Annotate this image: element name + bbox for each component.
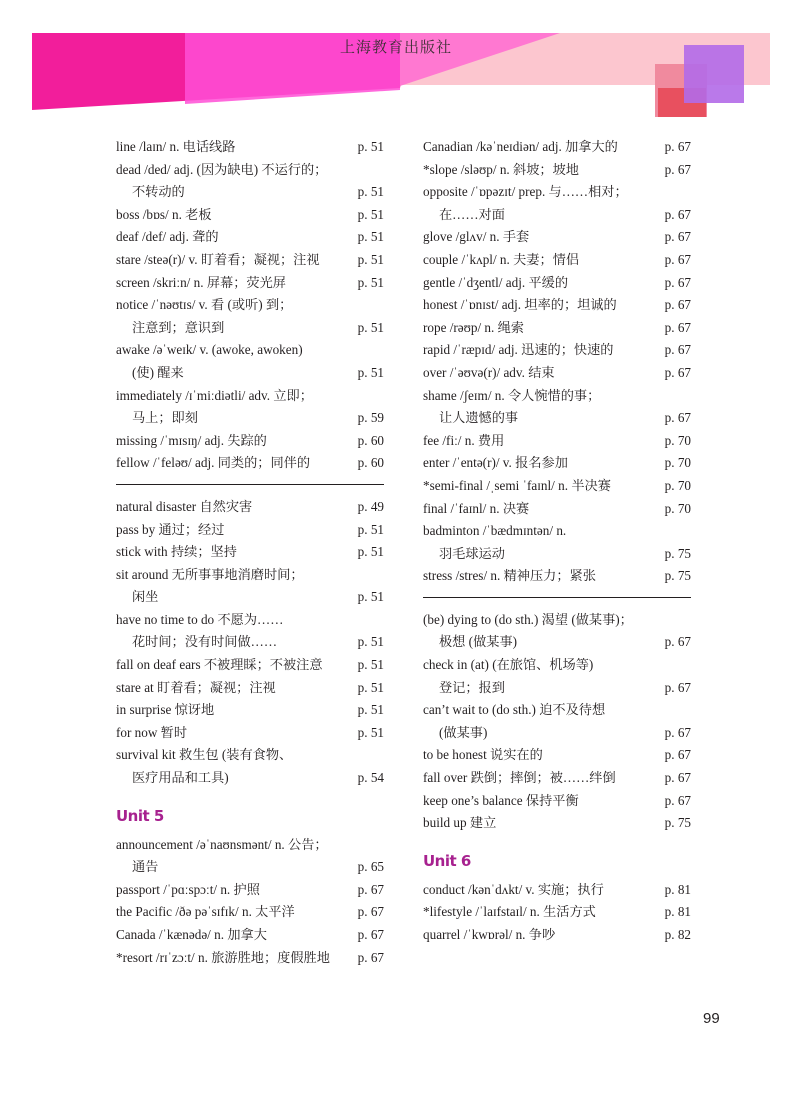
entry-page-ref: p. 67	[664, 161, 691, 177]
entry-text: awake /əˈweɪk/ v. (awoke, awoken)	[116, 342, 303, 358]
entry-page-ref: p. 51	[357, 229, 384, 245]
entry-page-ref: p. 51	[357, 702, 384, 718]
vocab-entry	[423, 385, 691, 408]
entry-text: rapid /ˈræpɪd/ adj. 迅速的；快速的	[423, 342, 614, 358]
vocab-entry	[116, 294, 384, 317]
vocab-list-left-words	[116, 136, 384, 475]
entry-page-ref: p. 67	[357, 927, 384, 942]
entry-page-ref: p. 51	[357, 206, 384, 222]
vocab-entry	[423, 699, 691, 722]
vocab-entry	[423, 407, 691, 430]
entry-page-ref: p. 67	[664, 724, 691, 740]
vocab-entry	[423, 901, 691, 924]
entry-page-ref: p. 67	[664, 770, 691, 786]
entry-page-ref: p. 70	[664, 455, 691, 471]
section-divider	[116, 484, 384, 485]
entry-text: gentle /ˈdʒentl/ adj. 平缓的	[423, 274, 569, 290]
vocab-entry	[423, 744, 691, 767]
vocab-entry	[423, 498, 691, 521]
vocab-entry	[116, 385, 384, 408]
vocab-entry	[423, 272, 691, 295]
vocab-entry	[423, 812, 691, 835]
vocab-entry	[423, 294, 691, 317]
entry-text: 花时间；没有时间做……	[132, 634, 278, 650]
entry-text: enter /ˈentə(r)/ v. 报名参加	[423, 455, 568, 471]
entry-text: notice /ˈnəʊtɪs/ v. 看 (或听) 到；	[116, 297, 293, 313]
entry-page-ref: p. 51	[357, 544, 384, 560]
entry-text: passport /ˈpɑːspɔːt/ n. 护照	[116, 881, 260, 897]
entry-text: 登记；报到	[439, 679, 505, 695]
entry-page-ref: p. 59	[357, 410, 384, 426]
vocab-entry	[423, 565, 691, 588]
vocab-entry	[423, 722, 691, 745]
entry-text: over /ˈəʊvə(r)/ adv. 结束	[423, 364, 555, 380]
entry-text: opposite /ˈɒpəzɪt/ prep. 与……相对；	[423, 184, 628, 200]
entry-page-ref: p. 65	[357, 859, 384, 875]
entry-text: 闲坐	[132, 589, 159, 605]
entry-text: stress /stres/ n. 精神压力；紧张	[423, 568, 596, 584]
vocab-list-unit-5	[116, 834, 384, 970]
entry-text: fellow /ˈfeləʊ/ adj. 同类的；同伴的	[116, 455, 311, 471]
vocab-entry	[116, 654, 384, 677]
entry-text: sit around 无所事事地消磨时间；	[116, 566, 304, 582]
entry-page-ref: p. 67	[664, 747, 691, 763]
entry-page-ref: p. 67	[357, 881, 384, 897]
entry-page-ref: p. 67	[664, 251, 691, 267]
entry-page-ref: p. 67	[664, 229, 691, 245]
entry-page-ref: p. 67	[664, 792, 691, 808]
publisher-name: 上海教育出版社	[340, 38, 453, 56]
vocab-entry	[116, 159, 384, 182]
entry-page-ref: p. 67	[664, 274, 691, 290]
phrase-list-right	[423, 609, 691, 835]
vocab-entry	[423, 609, 691, 632]
entry-page-ref: p. 51	[357, 184, 384, 200]
entry-text: *lifestyle /ˈlaɪfstaɪl/ n. 生活方式	[423, 904, 596, 920]
vocab-entry	[116, 767, 384, 790]
vocab-entry	[116, 452, 384, 475]
entry-page-ref: p. 67	[664, 634, 691, 650]
entry-text: *semi-final /ˌsemi ˈfaɪnl/ n. 半决赛	[423, 477, 611, 493]
entry-text: fee /fiː/ n. 费用	[423, 432, 505, 448]
vocab-entry	[116, 496, 384, 519]
vocab-list-right-words	[423, 136, 691, 588]
vocab-entry	[116, 744, 384, 767]
entry-text: stare /steə(r)/ v. 盯着看；凝视；注视	[116, 251, 320, 267]
vocab-entry	[116, 586, 384, 609]
entry-text: dead /ded/ adj. (因为缺电) 不运行的；	[116, 161, 328, 177]
vocab-entry	[116, 339, 384, 362]
entry-page-ref: p. 51	[357, 634, 384, 650]
entry-text: 医疗用品和工具)	[132, 770, 229, 786]
entry-text: *slope /sləʊp/ n. 斜坡；坡地	[423, 161, 579, 177]
vocab-entry	[423, 226, 691, 249]
section-divider	[423, 597, 691, 598]
vocab-entry	[423, 767, 691, 790]
vocab-entry	[116, 541, 384, 564]
vocab-entry	[423, 924, 691, 947]
entry-text: 注意到；意识到	[132, 319, 225, 335]
entry-text: natural disaster 自然灾害	[116, 498, 253, 514]
entry-page-ref: p. 81	[664, 904, 691, 920]
vocab-entry	[423, 362, 691, 385]
vocab-entry	[116, 564, 384, 587]
vocab-entry	[423, 339, 691, 362]
entry-text: stick with 持续；坚持	[116, 544, 237, 560]
vocab-entry	[116, 226, 384, 249]
entry-page-ref: p. 51	[357, 589, 384, 605]
entry-text: pass by 通过；经过	[116, 521, 225, 537]
entry-page-ref: p. 51	[357, 251, 384, 267]
vocab-entry	[423, 452, 691, 475]
entry-page-ref: p. 51	[357, 139, 384, 154]
entry-text: 不转动的	[132, 184, 185, 200]
entry-text: honest /ˈɒnɪst/ adj. 坦率的；坦诚的	[423, 297, 617, 313]
entry-text: final /ˈfaɪnl/ n. 决赛	[423, 500, 530, 516]
entry-page-ref: p. 67	[357, 949, 384, 965]
entry-text: build up 建立	[423, 815, 497, 831]
vocab-entry	[423, 204, 691, 227]
entry-text: shame /ʃeɪm/ n. 令人惋惜的事；	[423, 387, 601, 403]
entry-text: can’t wait to (do sth.) 迫不及待想	[423, 702, 606, 718]
entry-text: conduct /kənˈdʌkt/ v. 实施；执行	[423, 881, 604, 897]
entry-text: *resort /rɪˈzɔːt/ n. 旅游胜地；度假胜地	[116, 949, 330, 965]
entry-text: immediately /ɪˈmiːdiətli/ adv. 立即；	[116, 387, 313, 403]
entry-text: announcement /əˈnaʊnsmənt/ n. 公告；	[116, 836, 328, 852]
vocab-entry	[116, 430, 384, 453]
vocab-entry	[116, 317, 384, 340]
vocab-entry	[116, 631, 384, 654]
vocab-entry	[116, 272, 384, 295]
entry-page-ref: p. 75	[664, 568, 691, 584]
entry-page-ref: p. 67	[357, 904, 384, 920]
entry-text: to be honest 说实在的	[423, 747, 543, 763]
vocab-entry	[423, 430, 691, 453]
unit-5-heading: Unit 5	[116, 806, 164, 825]
left-column	[116, 136, 384, 969]
vocab-entry	[116, 924, 384, 947]
entry-page-ref: p. 54	[357, 770, 384, 786]
entry-page-ref: p. 70	[664, 500, 691, 516]
entry-text: survival kit 救生包 (装有食物、	[116, 747, 293, 763]
entry-page-ref: p. 67	[664, 206, 691, 222]
entry-text: the Pacific /ðə pəˈsɪfɪk/ n. 太平洋	[116, 904, 295, 920]
vocab-entry	[116, 699, 384, 722]
entry-text: (be) dying to (do sth.) 渴望 (做某事)；	[423, 611, 633, 627]
vocab-entry	[116, 722, 384, 745]
entry-page-ref: p. 49	[357, 498, 384, 514]
vocab-entry	[116, 609, 384, 632]
entry-text: check in (at) (在旅馆、机场等)	[423, 657, 594, 673]
vocab-entry	[116, 204, 384, 227]
vocab-entry	[116, 407, 384, 430]
entry-text: deaf /def/ adj. 聋的	[116, 229, 219, 245]
vocab-entry	[423, 317, 691, 340]
vocab-entry	[116, 249, 384, 272]
entry-text: (做某事)	[439, 724, 488, 740]
vocab-entry	[423, 654, 691, 677]
vocab-entry	[423, 136, 691, 159]
entry-page-ref: p. 70	[664, 432, 691, 448]
vocab-entry	[423, 159, 691, 182]
vocab-entry	[116, 879, 384, 902]
entry-text: fall over 跌倒；摔倒；被……绊倒	[423, 770, 616, 786]
entry-page-ref: p. 81	[664, 881, 691, 897]
entry-text: missing /ˈmɪsɪŋ/ adj. 失踪的	[116, 432, 267, 448]
entry-page-ref: p. 75	[664, 815, 691, 831]
entry-text: fall on deaf ears 不被理睬；不被注意	[116, 657, 323, 673]
entry-text: 让人遗憾的事	[439, 410, 519, 426]
entry-text: 羽毛球运动	[439, 545, 505, 561]
entry-page-ref: p. 51	[357, 679, 384, 695]
entry-text: stare at 盯着看；凝视；注视	[116, 679, 276, 695]
vocab-entry	[423, 181, 691, 204]
vocab-entry	[116, 362, 384, 385]
entry-text: Canadian /kəˈneɪdiən/ adj. 加拿大的	[423, 139, 618, 154]
entry-text: 在……对面	[439, 206, 505, 222]
entry-page-ref: p. 51	[357, 364, 384, 380]
entry-text: line /laɪn/ n. 电话线路	[116, 139, 236, 154]
entry-text: 马上；即刻	[132, 410, 198, 426]
banner-purple-square	[684, 45, 744, 103]
entry-page-ref: p. 51	[357, 657, 384, 673]
entry-text: have no time to do 不愿为……	[116, 611, 284, 627]
vocab-entry	[423, 631, 691, 654]
entry-text: quarrel /ˈkwɒrəl/ n. 争吵	[423, 927, 556, 942]
entry-page-ref: p. 60	[357, 432, 384, 448]
vocab-entry	[116, 181, 384, 204]
page-number: 99	[703, 1010, 720, 1027]
entry-page-ref: p. 67	[664, 139, 691, 154]
entry-page-ref: p. 67	[664, 410, 691, 426]
vocab-entry	[423, 475, 691, 498]
entry-text: Canada /ˈkænədə/ n. 加拿大	[116, 927, 267, 942]
entry-page-ref: p. 82	[664, 927, 691, 942]
entry-page-ref: p. 51	[357, 319, 384, 335]
entry-text: couple /ˈkʌpl/ n. 夫妻；情侣	[423, 251, 580, 267]
vocab-list-unit-6	[423, 879, 691, 947]
header-banner	[0, 0, 800, 130]
right-column	[423, 136, 691, 947]
entry-text: (使) 醒来	[132, 364, 184, 380]
entry-page-ref: p. 67	[664, 342, 691, 358]
phrase-list-left	[116, 496, 384, 790]
vocab-entry	[423, 543, 691, 566]
entry-page-ref: p. 67	[664, 679, 691, 695]
entry-text: glove /glʌv/ n. 手套	[423, 229, 530, 245]
vocab-entry	[423, 249, 691, 272]
entry-text: screen /skriːn/ n. 屏幕；荧光屏	[116, 274, 286, 290]
entry-page-ref: p. 70	[664, 477, 691, 493]
vocab-entry	[423, 879, 691, 902]
entry-text: in surprise 惊讶地	[116, 702, 215, 718]
entry-page-ref: p. 51	[357, 724, 384, 740]
entry-text: for now 暂时	[116, 724, 188, 740]
vocab-entry	[116, 677, 384, 700]
unit-6-heading: Unit 6	[423, 851, 471, 870]
entry-page-ref: p. 51	[357, 521, 384, 537]
vocab-entry	[116, 901, 384, 924]
entry-page-ref: p. 75	[664, 545, 691, 561]
entry-page-ref: p. 60	[357, 455, 384, 471]
entry-page-ref: p. 67	[664, 364, 691, 380]
entry-text: 通告	[132, 859, 159, 875]
entry-text: badminton /ˈbædmɪntən/ n.	[423, 523, 567, 539]
vocab-entry	[116, 834, 384, 857]
vocab-entry	[423, 790, 691, 813]
entry-page-ref: p. 67	[664, 297, 691, 313]
entry-text: keep one’s balance 保持平衡	[423, 792, 579, 808]
entry-text: boss /bɒs/ n. 老板	[116, 206, 212, 222]
vocab-entry	[116, 519, 384, 542]
vocab-entry	[423, 520, 691, 543]
vocab-entry	[423, 677, 691, 700]
entry-page-ref: p. 67	[664, 319, 691, 335]
entry-text: 极想 (做某事)	[439, 634, 518, 650]
entry-page-ref: p. 51	[357, 274, 384, 290]
vocab-entry	[116, 136, 384, 159]
vocab-entry	[116, 947, 384, 970]
entry-text: rope /rəʊp/ n. 绳索	[423, 319, 524, 335]
vocab-entry	[116, 856, 384, 879]
